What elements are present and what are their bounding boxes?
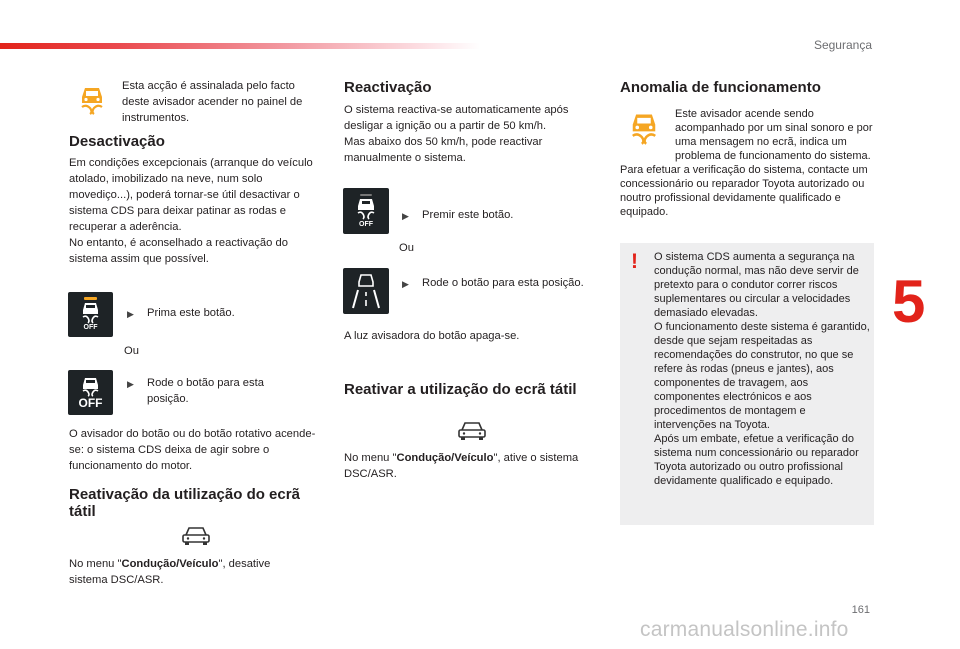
stability-warning-icon bbox=[76, 84, 108, 116]
light-off-note: A luz avisadora do botão apaga-se. bbox=[344, 330, 520, 342]
reactivacao-paragraph-1: O sistema reactiva-se automaticamente após desligar a ignição ou a partir de 50 km/h. bbox=[344, 104, 569, 132]
desactivacao-paragraph-1: Em condições excepcionais (arranque do veículo atolado, imobilizado na neve, num solo movediço...), poderá tornar-se útil desactivar o sistema CDS para deixar patinar as rodas e recuperar a aderência. bbox=[69, 157, 313, 233]
intro-text: Esta acção é assinalada pelo facto deste avisador acender no painel de instrumentos. bbox=[122, 80, 303, 124]
cds-on-rotary-position[interactable] bbox=[343, 268, 389, 314]
desactivacao-paragraph-2: No entanto, é aconselhado a reactivação do sistema assim que possível. bbox=[69, 237, 288, 265]
page-number: 161 bbox=[851, 604, 870, 616]
bullet-rotate-button: ▶ Rode o botão para esta posição. bbox=[402, 275, 602, 291]
anomalia-block bbox=[620, 107, 876, 219]
reactivacao-heading: Reactivação bbox=[344, 79, 432, 96]
cds-on-push-button[interactable] bbox=[343, 188, 389, 234]
off-label: OFF bbox=[359, 221, 373, 228]
touch-deactivate-heading: Reativação da utilização do ecrã tátil bbox=[69, 486, 300, 520]
warning-paragraph-1: O sistema CDS aumenta a segurança na condução normal, mas não deve servir de pretexto para o condutor correr riscos suplementares ou circular a velocidades demasiado elevadas. bbox=[654, 251, 859, 319]
touch-reactivate-text: No menu "Condução/Veículo", ative o sistema DSC/ASR. bbox=[344, 452, 579, 480]
touch-reactivate-heading: Reativar a utilização do ecrã tátil bbox=[344, 381, 577, 398]
car-lanes-icon bbox=[343, 268, 389, 314]
bullet-arrow-icon: ▶ bbox=[127, 379, 134, 389]
bullet-rotate-button: ▶ Rode o botão para esta posição. bbox=[127, 377, 264, 405]
warning-exclamation-icon: ! bbox=[631, 250, 638, 273]
chapter-number: 5 bbox=[892, 268, 926, 335]
anomalia-heading: Anomalia de funcionamento bbox=[620, 79, 821, 96]
bullet-press-button: ▶ Premir este botão. bbox=[402, 207, 592, 223]
safety-warning-text bbox=[654, 250, 870, 488]
site-watermark: carmanualsonline.info bbox=[640, 618, 849, 641]
or-separator: Ou bbox=[399, 242, 414, 254]
header-accent-bar bbox=[0, 43, 480, 49]
menu-path: Condução/Veículo bbox=[121, 558, 219, 570]
anomalia-paragraph-1-text: Este avisador acende sendo acompanhado por um sinal sonoro e por uma mensagem no ecrã, indica um problema de funcionamento do sistema. bbox=[675, 108, 873, 162]
bullet-press-button: ▶ Prima este botão. bbox=[127, 305, 317, 321]
bullet-arrow-icon: ▶ bbox=[127, 309, 134, 319]
warning-paragraph-2: O funcionamento deste sistema é garantido, desde que sejam respeitadas as recomendações do construtor, no que se refere às rodas (pneus e jantes), aos componentes de travagem, aos componentes electrónicos e aos procedimentos de montagem e intervenções na Toyota. bbox=[654, 321, 870, 431]
desactivacao-heading: Desactivação bbox=[69, 133, 165, 150]
avisador-note: O avisador do botão ou do botão rotativo acende-se: o sistema CDS deixa de agir sobre o funcionamento do motor. bbox=[69, 428, 316, 472]
car-icon[interactable] bbox=[180, 524, 212, 546]
cds-off-rotary-position[interactable] bbox=[68, 370, 113, 415]
section-title: Segurança bbox=[813, 38, 872, 52]
car-icon[interactable] bbox=[456, 419, 488, 441]
anomalia-paragraph-2: Para efetuar a verificação do sistema, contacte um concessionário ou reparador Toyota autorizado ou noutro profissional devidamente qualificado e equipado. bbox=[620, 164, 868, 218]
reactivacao-paragraph-2: Mas abaixo dos 50 km/h, pode reactivar manualmente o sistema. bbox=[344, 136, 543, 164]
menu-path: Condução/Veículo bbox=[396, 452, 494, 464]
cds-off-push-button[interactable] bbox=[68, 292, 113, 337]
bullet-arrow-icon: ▶ bbox=[402, 211, 409, 221]
or-separator: Ou bbox=[124, 345, 139, 357]
bullet-arrow-icon: ▶ bbox=[402, 279, 409, 289]
warning-paragraph-3: Após um embate, efetue a verificação do sistema num concessionário ou reparador Toyota autorizado ou outro profissional devidamente qualificado e equipado. bbox=[654, 433, 859, 487]
touch-deactivate-text: No menu "Condução/Veículo", desative sistema DSC/ASR. bbox=[69, 558, 271, 586]
off-label: OFF bbox=[78, 396, 103, 410]
off-label: OFF bbox=[83, 324, 98, 331]
